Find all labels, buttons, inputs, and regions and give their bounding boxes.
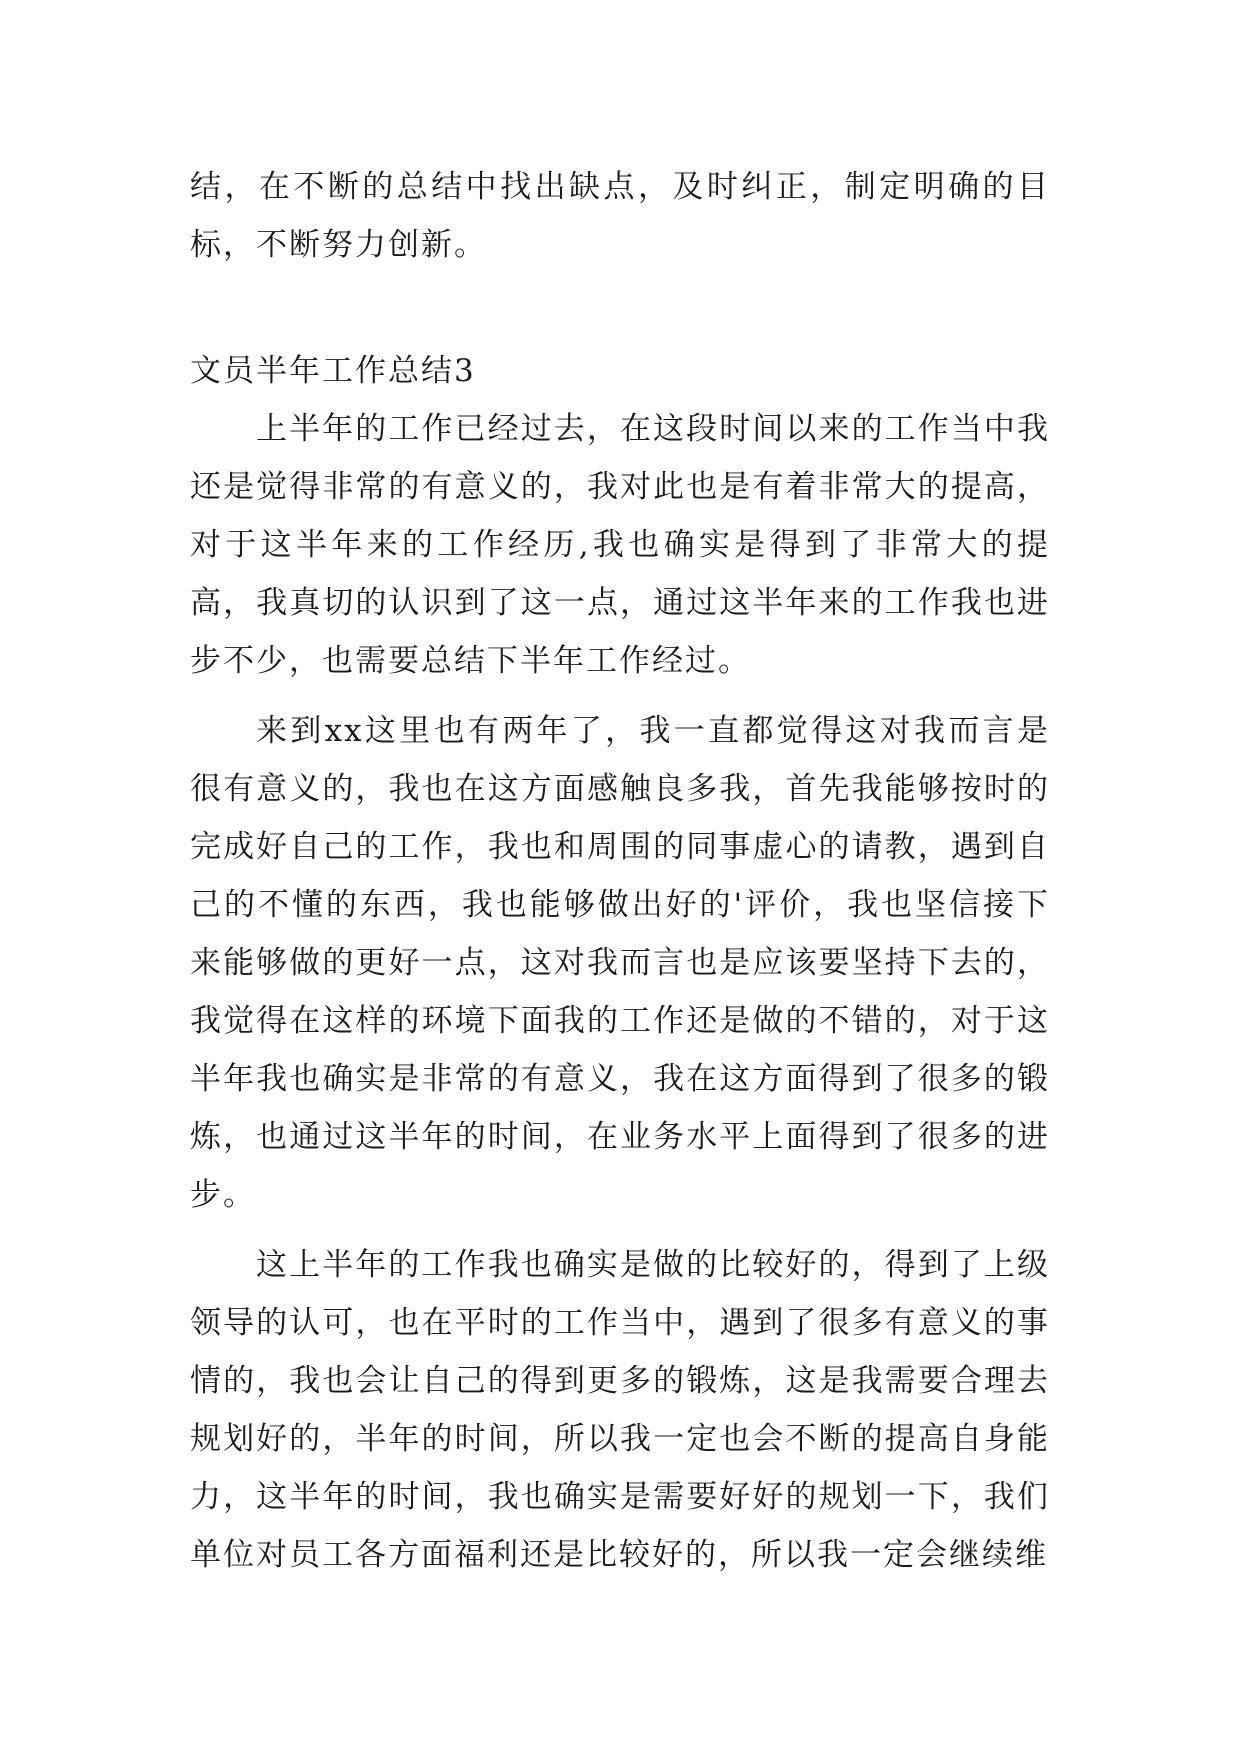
body-paragraph-2: 来到xx这里也有两年了，我一直都觉得这对我而言是很有意义的，我也在这方面感触良多我，首先我能够按时的完成好自己的工作，我也和周围的同事虚心的请教，遇到自己的不懂的东西，我也能够做出好的'评价，我也坚信接下来能够做的更好一点，这对我而言也是应该要坚持下去的，我觉得在这样的环境下面我的工作还是做的不错的，对于这半年我也确实是非常的有意义，我在这方面得到了很多的锻炼，也通过这半年的时间，在业务水平上面得到了很多的进步。: [190, 713, 1050, 1213]
lead-paragraph: 结，在不断的总结中找出缺点，及时纠正，制定明确的目标，不断努力创新。: [190, 169, 1050, 263]
body-paragraph-1: 上半年的工作已经过去，在这段时间以来的工作当中我还是觉得非常的有意义的，我对此也是有着非常大的提高，对于这半年来的工作经历,我也确实是得到了非常大的提高，我真切的认识到了这一点，通过这半年来的工作我也进步不少，也需要总结下半年工作经过。: [190, 411, 1050, 679]
section-title: 文员半年工作总结3: [190, 353, 476, 389]
document-body: [190, 158, 1050, 1584]
body-paragraph-3: 这上半年的工作我也确实是做的比较好的，得到了上级领导的认可，也在平时的工作当中，遇到了很多有意义的事情的，我也会让自己的得到更多的锻炼，这是我需要合理去规划好的，半年的时间，所以我一定也会不断的提高自身能力，这半年的时间，我也确实是需要好好的规划一下，我们单位对员工各方面福利还是比较好的，所以我一定会继续维: [190, 1247, 1050, 1573]
